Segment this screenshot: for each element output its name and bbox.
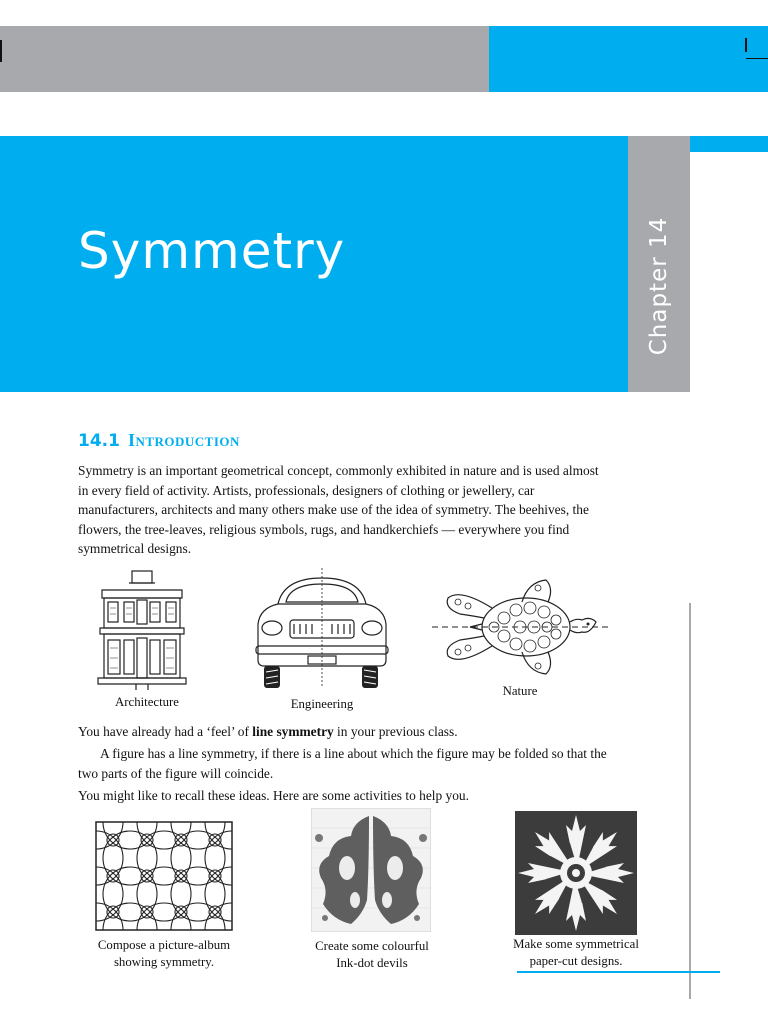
building-illustration (96, 568, 188, 690)
intro-paragraph: Symmetry is an important geometrical concept, commonly exhibited in nature and is used almost in every field of activity. Artists, professionals, designers of clothing or jewellery, car manufacturers, architects and many others make use of the idea of symmetry. The beehives, the flowers, the tree-leaves, religious symbols, rugs, and handkerchiefs — everywhere you find symmetrical designs. (78, 463, 599, 556)
margin-rule (689, 603, 691, 999)
chapter-label: Chapter 14 (646, 216, 672, 356)
circle-pattern-illustration (94, 820, 234, 932)
caption-ink-dot-line1: Create some colourful (315, 939, 429, 953)
line-symmetry-term: line symmetry (252, 724, 334, 739)
recall-paragraph: You might like to recall these ideas. Here are some activities to help you. (78, 788, 469, 803)
definition-paragraph: A figure has a line symmetry, if there is a line about which the figure may be folded so that the two parts of the figure will coincide. (78, 746, 607, 781)
section-title: Introduction (127, 430, 240, 450)
turtle-illustration (430, 578, 614, 678)
caption-nature: Nature (502, 684, 538, 698)
line-symmetry-after: in your previous class. (333, 724, 458, 739)
header-blue-bar (489, 26, 768, 92)
crop-mark-right (745, 38, 747, 52)
crop-mark-left (0, 40, 2, 62)
bottom-accent-rule (517, 971, 720, 973)
header-gray-bar (0, 26, 489, 92)
section-heading (78, 430, 240, 451)
car-illustration (250, 566, 392, 690)
chapter-banner-tab (690, 136, 768, 152)
caption-architecture: Architecture (115, 695, 179, 709)
caption-picture-album-line2: showing symmetry. (113, 955, 215, 969)
line-symmetry-sentence (78, 722, 612, 742)
caption-paper-cut (494, 936, 658, 970)
line-symmetry-before: You have already had a ‘feel’ of (78, 724, 253, 739)
caption-picture-album-line1: Compose a picture-album (97, 938, 231, 952)
caption-ink-dot (290, 938, 454, 972)
crop-mark-right-h (746, 58, 768, 59)
ink-blot-photo (311, 808, 431, 932)
caption-engineering: Engineering (290, 697, 354, 711)
caption-paper-cut-line1: Make some symmetrical (513, 937, 639, 951)
chapter-title: Symmetry (78, 222, 346, 280)
caption-ink-dot-line2: Ink-dot devils (336, 956, 408, 970)
section-number: 14.1 (78, 431, 120, 451)
caption-paper-cut-line2: paper-cut designs. (529, 954, 623, 968)
caption-picture-album (82, 937, 246, 971)
paper-cut-photo (515, 811, 637, 935)
